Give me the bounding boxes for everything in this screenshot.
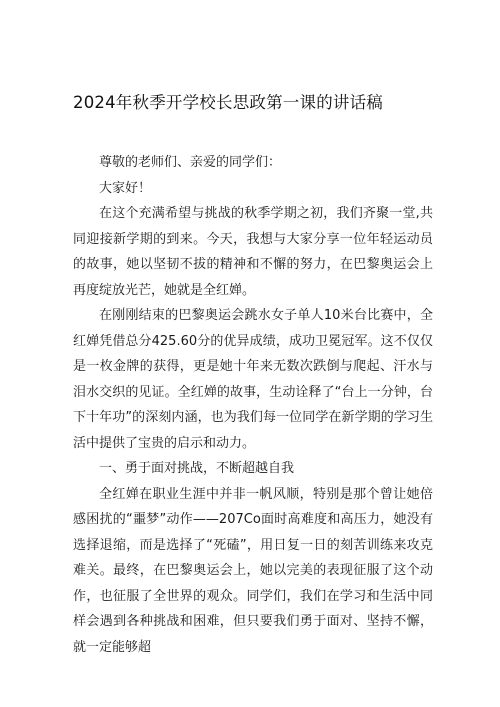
document-body xyxy=(73,150,433,660)
greeting: 大家好！ xyxy=(99,180,152,196)
section-paragraph: 全红婵在职业生涯中并非一帆风顺，特别是那个曾让她倍感困扰的“噩梦”动作——207Co面时高难度和高压力，她没有选择退缩，而是选择了“死磕”，用日复一日的刻苦训练来攻克难关。最终，在巴黎奥运会上，她以完美的表现征服了这个动作，也征服了全世界的观众。同学们，我们在学习和生活中同样会遇到各种挑战和困难，但只要我们勇于面对、坚持不懈，就一定能够超 xyxy=(73,486,433,655)
document-title: 2024年秋季开学校长思政第一课的讲话稿 xyxy=(73,93,383,112)
salutation: 尊敬的老师们、亲爱的同学们： xyxy=(99,155,282,170)
body-paragraph: 在刚刚结束的巴黎奥运会跳水女子单人10米台比赛中，全红婵凭借总分425.60分的优异成绩，成功卫冕冠军。这不仅仅是一枚金牌的获得，更是她十年来无数次跌倒与爬起、汗水与泪水交织的见证。全红婵的故事，生动诠释了“台上一分钟，台下十年功”的深刻内涵，也为我们每一位同学在新学期的学习生活中提供了宝贵的启示和动力。 xyxy=(73,308,433,451)
section-heading: 一、勇于面对挑战，不断超越自我 xyxy=(99,461,295,476)
body-paragraph: 在这个充满希望与挑战的秋季学期之初，我们齐聚一堂,共同迎接新学期的到来。今天，我想与大家分享一位年轻运动员的故事，她以坚韧不拔的精神和不懈的努力，在巴黎奥运会上再度绽放光芒，她就是全红婵。 xyxy=(73,206,433,298)
